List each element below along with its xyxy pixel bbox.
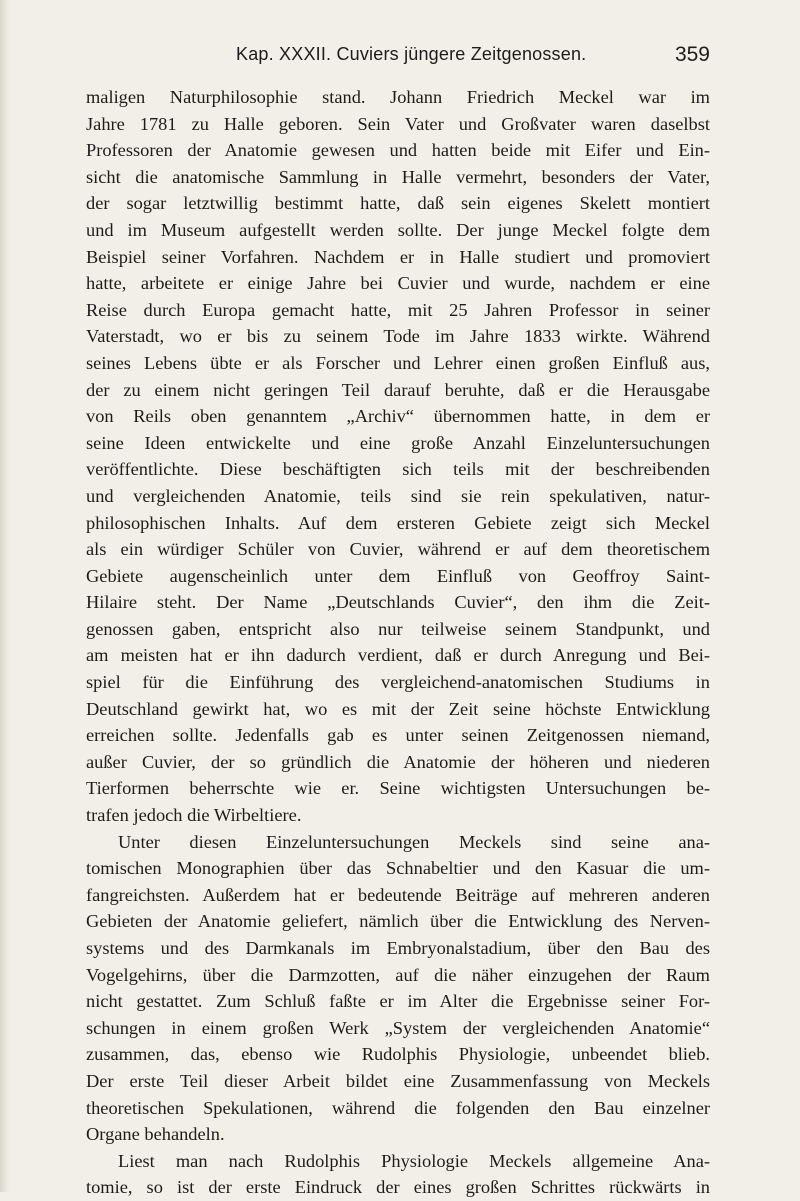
text-line: tomischen Monographien über das Schnabeltier und den Kasuar die um- (86, 858, 710, 879)
text-line: außer Cuvier, der so gründlich die Anatomie der höheren und niederen (86, 751, 710, 772)
text-line: philosophischen Inhalts. Auf dem ersteren Gebiete zeigt sich Meckel (86, 512, 710, 533)
running-head (86, 44, 710, 74)
text-line: Gebieten der Anatomie geliefert, nämlich über die Entwicklung des Nerven- (86, 911, 710, 932)
text-line: erreichen sollte. Jedenfalls gab es unter seinen Zeitgenossen niemand, (86, 725, 710, 746)
paragraph-end-line: Organe behandeln. (86, 1124, 225, 1145)
text-line: Beispiel seiner Vorfahren. Nachdem er in Halle studiert und promoviert (86, 246, 710, 267)
text-line: sicht die anatomische Sammlung in Halle vermehrt, besonders der Vater, (86, 166, 710, 187)
text-line: Jahre 1781 zu Halle geboren. Sein Vater und Großvater waren daselbst (86, 113, 710, 134)
text-line: nicht gestattet. Zum Schluß faßte er im Alter die Ergebnisse seiner For- (86, 991, 710, 1012)
text-line: zusammen, das, ebenso wie Rudolphis Physiologie, unbeendet blieb. (86, 1044, 710, 1065)
text-line: Gebiete augenscheinlich unter dem Einfluß von Geoffroy Saint- (86, 565, 710, 586)
binding-edge (0, 0, 10, 1192)
body-text (86, 84, 710, 1201)
text-line: am meisten hat er ihn dadurch verdient, daß er durch Anregung und Bei- (86, 645, 710, 666)
page-number: 359 (674, 43, 710, 66)
text-line: tomie, so ist der erste Eindruck der eines großen Schrittes rückwärts in (86, 1177, 710, 1198)
text-line: und vergleichenden Anatomie, teils sind sie rein spekulativen, natur- (86, 485, 710, 506)
text-line: Vaterstadt, wo er bis zu seinem Tode im Jahre 1833 wirkte. Während (86, 326, 710, 347)
text-line: Reise durch Europa gemacht hatte, mit 25 Jahren Professor in seiner (86, 299, 710, 320)
paragraph-start-line: Liest man nach Rudolphis Physiologie Meckels allgemeine Ana- (118, 1150, 710, 1171)
text-line: Hilaire steht. Der Name „Deutschlands Cuvier“, den ihm die Zeit- (86, 592, 710, 613)
running-head-title: Kap. XXXII. Cuviers jüngere Zeitgenossen. (236, 44, 587, 64)
paragraph-start-line: Unter diesen Einzeluntersuchungen Meckels sind seine ana- (118, 831, 710, 852)
text-line: Professoren der Anatomie gewesen und hatten beide mit Eifer und Ein- (86, 140, 710, 161)
text-line: Der erste Teil dieser Arbeit bildet eine Zusammenfassung von Meckels (86, 1070, 710, 1091)
paragraph-end-line: trafen jedoch die Wirbeltiere. (86, 805, 302, 826)
text-line: theoretischen Spekulationen, während die folgenden den Bau einzelner (86, 1097, 710, 1118)
text-line: maligen Naturphilosophie stand. Johann Friedrich Meckel war im (86, 87, 710, 107)
text-line: systems und des Darmkanals im Embryonalstadium, über den Bau des (86, 938, 710, 958)
text-line: spiel für die Einführung des vergleichend-anatomischen Studiums in (86, 672, 710, 693)
text-line: fangreichsten. Außerdem hat er bedeutende Beiträge auf mehreren anderen (86, 884, 710, 905)
text-line: der zu einem nicht geringen Teil darauf beruhte, daß er die Herausgabe (86, 379, 710, 400)
text-line: und im Museum aufgestellt werden sollte. Der junge Meckel folgte dem (86, 219, 710, 240)
text-line: schungen in einem großen Werk „System der vergleichenden Anatomie“ (86, 1017, 710, 1038)
text-line: der sogar letztwillig bestimmt hatte, daß sein eigenes Skelett montiert (86, 193, 710, 214)
text-line: veröffentlichte. Diese beschäftigten sich teils mit der beschreibenden (86, 459, 710, 480)
text-line: von Reils oben genanntem „Archiv“ übernommen hatte, in dem er (86, 406, 710, 427)
text-line: seines Lebens übte er als Forscher und Lehrer einen großen Einfluß aus, (86, 352, 710, 373)
text-line: hatte, arbeitete er einige Jahre bei Cuvier und wurde, nachdem er eine (86, 273, 710, 294)
text-line: Tierformen beherrschte wie er. Seine wichtigsten Untersuchungen be- (86, 778, 710, 799)
text-line: als ein würdiger Schüler von Cuvier, während er auf dem theoretischem (86, 539, 710, 560)
text-line: Deutschland gewirkt hat, wo es mit der Zeit seine höchste Entwicklung (86, 698, 710, 719)
text-line: genossen gaben, entspricht also nur teilweise seinem Standpunkt, und (86, 618, 710, 639)
text-line: Vogelgehirns, über die Darmzotten, auf die näher einzugehen der Raum (86, 964, 710, 985)
text-line: seine Ideen entwickelte und eine große Anzahl Einzeluntersuchungen (86, 432, 710, 453)
